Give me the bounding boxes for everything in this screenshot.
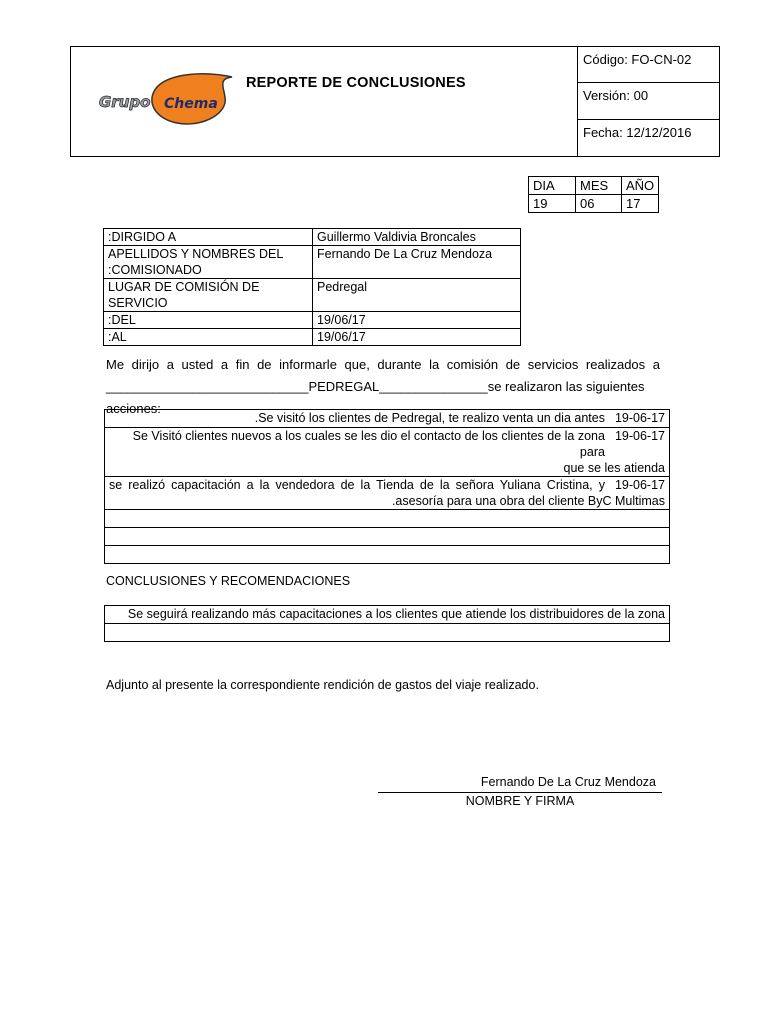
info-label-line2: :COMISIONADO [108,263,202,277]
date-field: Fecha: 12/12/2016 [583,125,692,140]
info-label [104,246,313,279]
info-table [103,228,521,346]
intro-line-2: ____________________________PEDREGAL_______________se realizaron las siguientes acciones: [106,379,645,416]
action-cell [105,477,670,510]
conclusion-row [105,606,670,624]
action-date: 19-06-17 [614,478,665,492]
info-row [104,279,521,312]
empty-cell [105,624,670,642]
action-text: .Se visitó los clientes de Pedregal, te realizo venta un dia antes [254,411,605,425]
info-label: :AL [104,329,313,346]
action-text: se realizó capacitación a la vendedora de la Tienda de la señora Yuliana Cristina, y [109,478,605,492]
action-text-cont: .asesoría para una obra del cliente ByC Multimas [391,494,665,508]
signature-label: NOMBRE Y FIRMA [465,794,575,808]
action-row [105,410,670,428]
svg-text:Chema: Chema [164,96,218,112]
month-value: 06 [576,195,622,213]
info-value: Pedregal [313,279,521,312]
action-text-cont: que se les atienda [563,461,665,475]
info-row [104,329,521,346]
signature-name: Fernando De La Cruz Mendoza [480,775,656,789]
month-header: MES [576,177,622,195]
action-cell [105,428,670,477]
conclusions-table [104,605,670,642]
info-value: Fernando De La Cruz Mendoza [313,246,521,279]
info-value: Guillermo Valdivia Broncales [313,229,521,246]
svg-text:Grupo: Grupo [99,93,151,111]
attachment-note: Adjunto al presente la correspondiente rendición de gastos del viaje realizado. [106,678,539,692]
company-logo [95,71,235,127]
year-header: AÑO [622,177,659,195]
year-value: 17 [622,195,659,213]
action-date: 19-06-17 [614,411,665,425]
action-row-empty [105,546,670,564]
document-header [70,46,720,157]
action-row-empty [105,510,670,528]
info-row [104,312,521,329]
action-date: 19-06-17 [614,429,665,443]
info-label: :DIRGIDO A [104,229,313,246]
conclusions-heading: CONCLUSIONES Y RECOMENDACIONES [106,574,351,588]
info-label: LUGAR DE COMISIÓN DE SERVICIO [104,279,313,312]
conclusion-text: Se seguirá realizando más capacitaciones a los clientes que atiende los distribuidores de la zona [105,606,670,624]
day-value: 19 [529,195,576,213]
action-row [105,477,670,510]
info-value: 19/06/17 [313,329,521,346]
code-field: Código: FO-CN-02 [578,47,719,83]
info-row [104,246,521,279]
version-field: Versión: 00 [578,83,719,120]
signature-line [378,792,662,793]
empty-cell [105,528,670,546]
date-table [528,176,659,213]
info-label-line1: APELLIDOS Y NOMBRES DEL [108,247,284,261]
day-header: DIA [529,177,576,195]
action-text: Se Visitó clientes nuevos a los cuales se les dio el contacto de los clientes de la zona para [132,429,605,459]
intro-line-1: Me dirijo a usted a fin de informarle que, durante la comisión de servicios realizados a [106,357,660,372]
empty-cell [105,546,670,564]
action-row-empty [105,528,670,546]
action-row [105,428,670,477]
document-title: REPORTE DE CONCLUSIONES [246,75,466,91]
info-row [104,229,521,246]
info-value: 19/06/17 [313,312,521,329]
empty-cell [105,510,670,528]
actions-table [104,409,670,564]
action-cell [105,410,670,428]
info-label: :DEL [104,312,313,329]
conclusion-row-empty [105,624,670,642]
